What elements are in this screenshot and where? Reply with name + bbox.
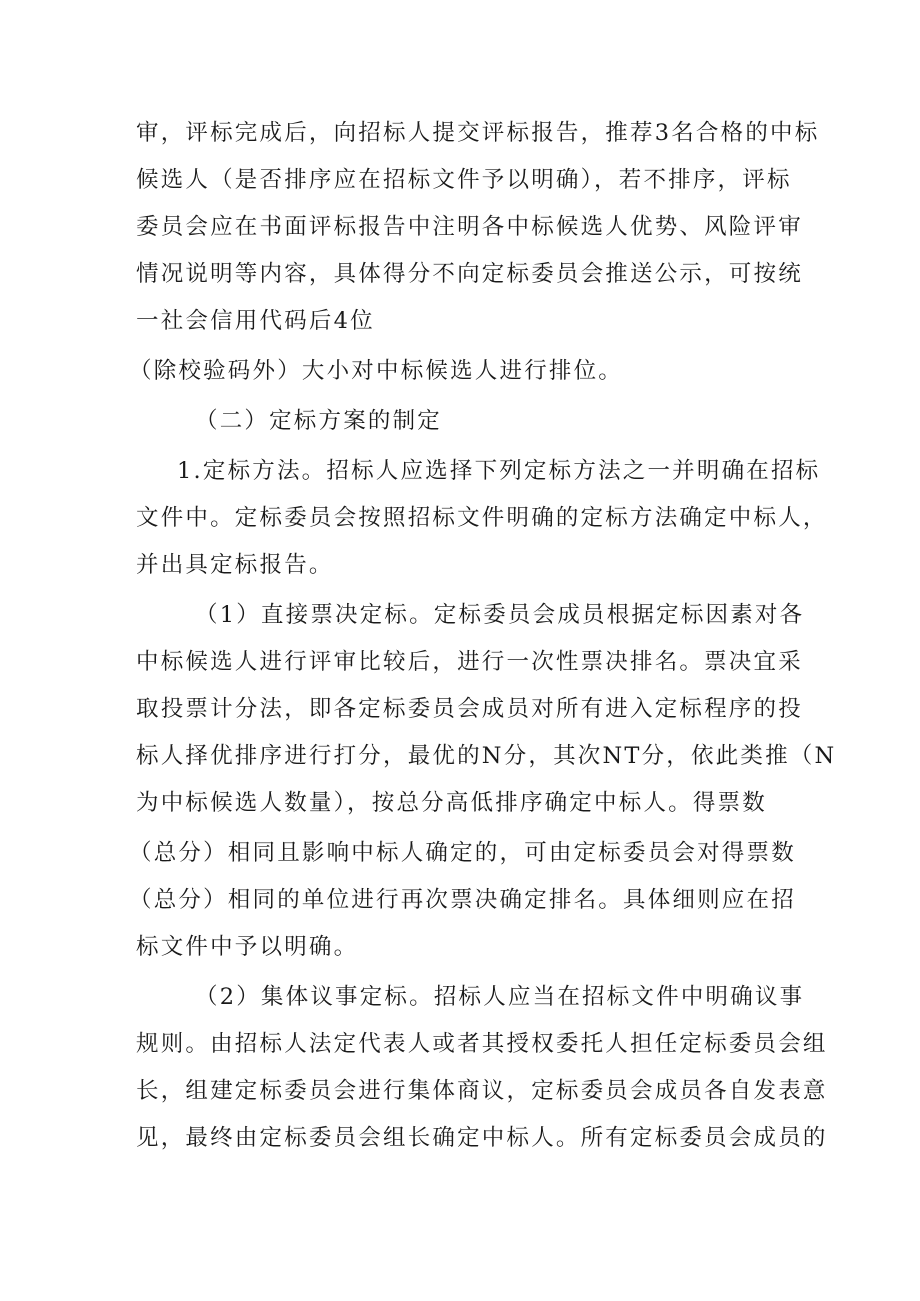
text-line: 1.定标方法。招标人应选择下列定标方法之一并明确在招标	[177, 458, 821, 484]
text-line: 文件中。定标委员会按照招标文件明确的定标方法确定中标人，	[136, 505, 828, 531]
text-line: （2）集体议事定标。招标人应当在招标文件中明确议事	[195, 984, 805, 1010]
text-line: 并出具定标报告。	[136, 552, 334, 578]
section-heading: （二）定标方案的制定	[195, 408, 443, 434]
text-line: 标人择优排序进行打分，最优的N分，其次NT分，依此类推（N	[136, 743, 837, 769]
text-line: （总分）相同的单位进行再次票决确定排名。具体细则应在招	[129, 887, 796, 913]
text-line: 取投票计分法，即各定标委员会成员对所有进入定标程序的投	[136, 696, 803, 722]
text-line: 候选人（是否排序应在招标文件予以明确），若不排序，评标	[136, 167, 792, 193]
text-line: 长，组建定标委员会进行集体商议，定标委员会成员各自发表意	[136, 1078, 828, 1104]
text-line: 规则。由招标人法定代表人或者其授权委托人担任定标委员会组	[136, 1031, 828, 1057]
text-line: （除校验码外）大小对中标候选人进行排位。	[129, 358, 624, 384]
text-line: （总分）相同且影响中标人确定的，可由定标委员会对得票数	[129, 840, 796, 866]
text-line: 一社会信用代码后4位	[136, 308, 375, 334]
text-line: 标文件中予以明确。	[136, 934, 359, 960]
text-line: （1）直接票决定标。定标委员会成员根据定标因素对各	[195, 602, 805, 628]
text-line: 委员会应在书面评标报告中注明各中标候选人优势、风险评审	[136, 214, 803, 240]
text-line: 审，评标完成后，向招标人提交评标报告，推荐3名合格的中标	[136, 120, 820, 146]
text-line: 为中标候选人数量），按总分高低排序确定中标人。得票数	[136, 790, 767, 816]
text-line: 情况说明等内容，具体得分不向定标委员会推送公示，可按统	[136, 261, 803, 287]
text-line: 中标候选人进行评审比较后，进行一次性票决排名。票决宜采	[136, 649, 803, 675]
text-line: 见，最终由定标委员会组长确定中标人。所有定标委员会成员的	[136, 1125, 828, 1151]
